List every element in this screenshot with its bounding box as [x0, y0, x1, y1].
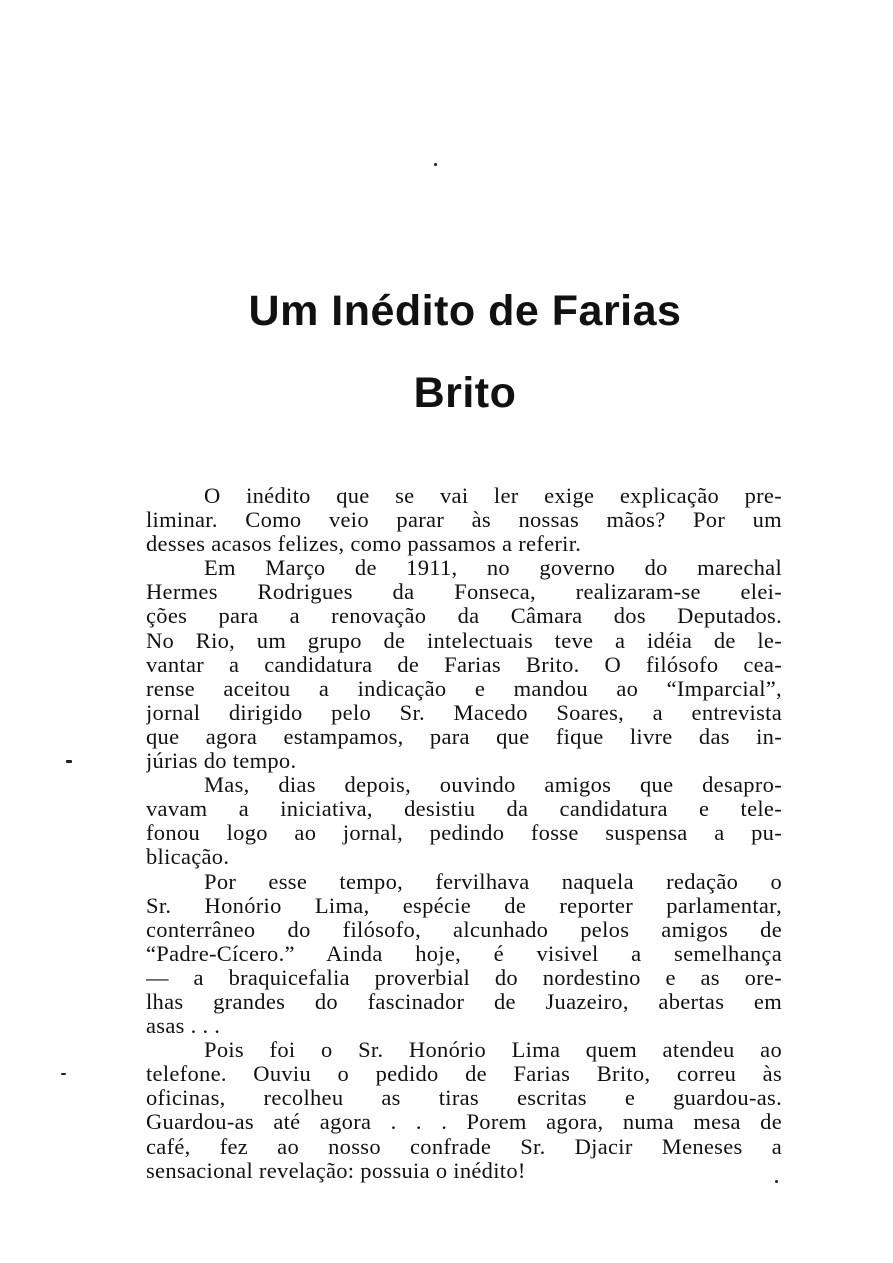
text-line: Sr. Honório Lima, espécie de reporter parlamentar, — [146, 893, 782, 918]
text-line: telefone. Ouviu o pedido de Farias Brito, correu às — [146, 1062, 782, 1087]
text-line: vavam a iniciativa, desistiu da candidatura e tele- — [146, 797, 782, 822]
text-line: Mas, dias depois, ouvindo amigos que desapro- — [204, 773, 782, 798]
text-line: Por esse tempo, fervilhava naquela redação o — [204, 869, 782, 894]
text-line: No Rio, um grupo de intelectuais teve a idéia de le- — [146, 628, 782, 653]
text-line: Em Março de 1911, no governo do marechal — [204, 556, 782, 581]
title-line-1: Um Inédito de Farias — [248, 287, 682, 335]
text-line: asas . . . — [146, 1014, 221, 1039]
title-line-2: Brito — [413, 369, 517, 417]
text-line: lhas grandes do fascinador de Juazeiro, abertas em — [146, 989, 782, 1014]
text-line: “Padre-Cícero.” Ainda hoje, é visivel a semelhança — [146, 941, 782, 966]
text-line: oficinas, recolheu as tiras escritas e guardou-as. — [146, 1086, 782, 1111]
text-line: O inédito que se vai ler exige explicação pre- — [204, 484, 782, 508]
text-line: jornal dirigido pelo Sr. Macedo Soares, a entrevista — [146, 700, 782, 725]
text-line: júrias do tempo. — [146, 749, 297, 774]
print-speck — [61, 1073, 66, 1075]
text-line: liminar. Como veio parar às nossas mãos? Por um — [146, 508, 782, 533]
text-line: ções para a renovação da Câmara dos Deputados. — [146, 604, 782, 629]
text-line: que agora estampamos, para que fique livre das in- — [146, 724, 782, 749]
text-line: Guardou-as até agora . . . Porem agora, numa mesa de — [146, 1110, 782, 1135]
text-line: desses acasos felizes, como passamos a referir. — [146, 532, 582, 557]
text-line: rense aceitou a indicação e mandou ao “Imparcial”, — [146, 676, 782, 701]
print-speck — [66, 760, 72, 763]
print-speck — [434, 163, 437, 166]
text-line: blicação. — [146, 845, 230, 870]
chapter-title — [120, 270, 810, 434]
body-text — [146, 484, 782, 1183]
text-line: Hermes Rodrigues da Fonseca, realizaram-se elei- — [146, 580, 782, 605]
text-line: vantar a candidatura de Farias Brito. O filósofo cea- — [146, 652, 782, 677]
text-line: conterrâneo do filósofo, alcunhado pelos amigos de — [146, 917, 782, 942]
text-line: sensacional revelação: possuia o inédito! — [146, 1158, 526, 1183]
text-line: café, fez ao nosso confrade Sr. Djacir Meneses a — [146, 1134, 782, 1159]
text-line: Pois foi o Sr. Honório Lima quem atendeu ao — [204, 1038, 782, 1063]
text-line: fonou logo ao jornal, pedindo fosse suspensa a pu- — [146, 821, 782, 846]
text-line: — a braquicefalia proverbial do nordestino e as ore- — [146, 965, 782, 990]
